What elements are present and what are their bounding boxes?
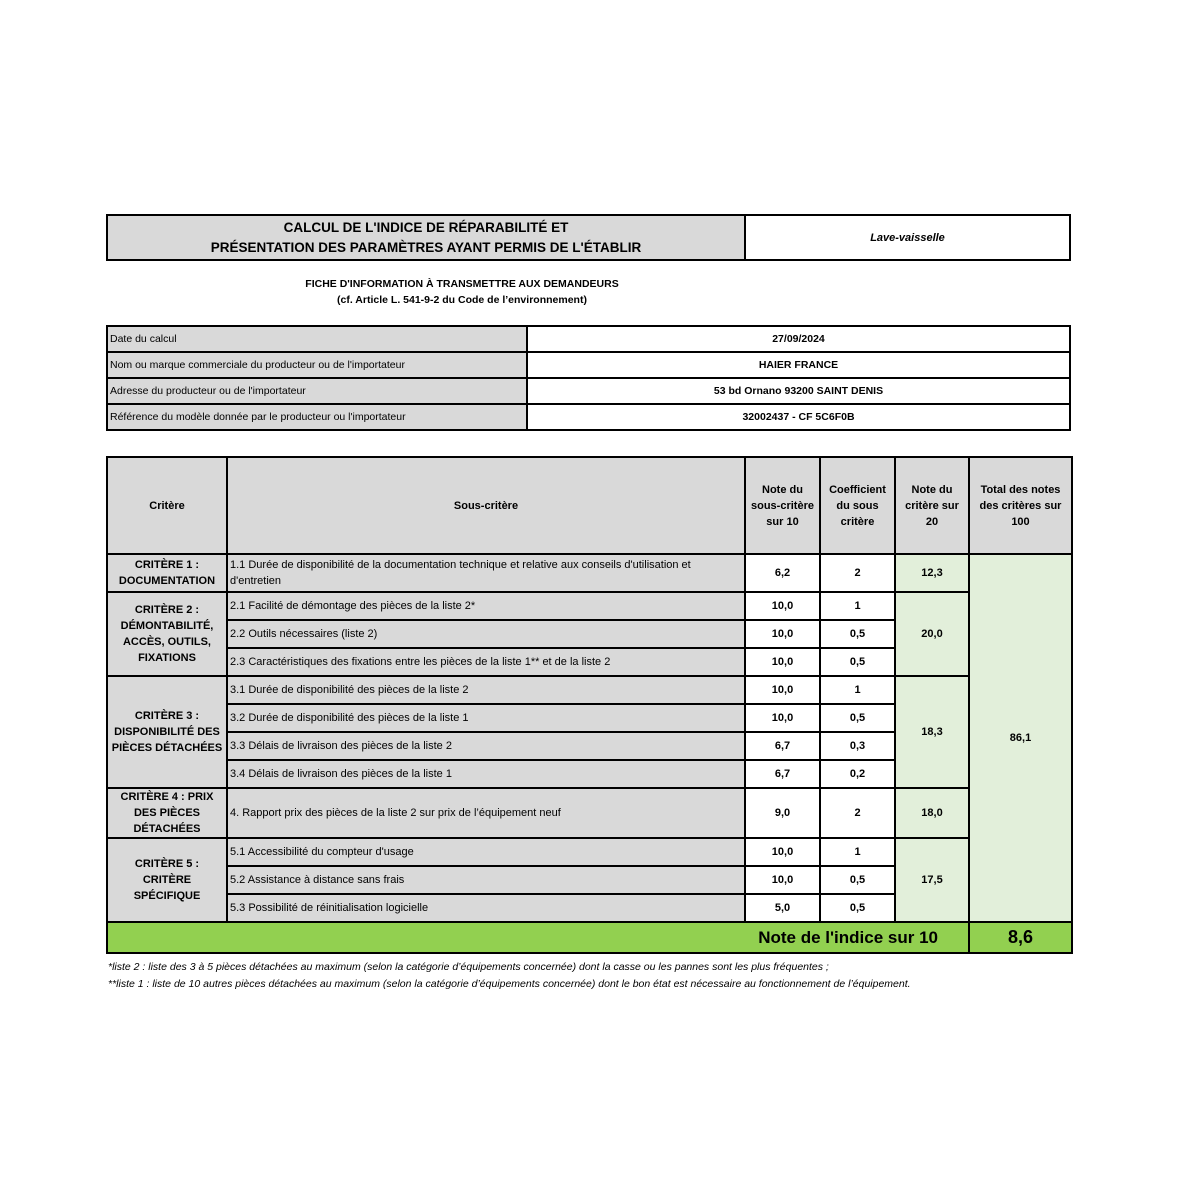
sub-criterion-note: 10,0: [745, 676, 820, 704]
sub-criterion-coefficient: 1: [820, 676, 895, 704]
criterion-name: CRITÈRE 2 : DÉMONTABILITÉ, ACCÈS, OUTILS, FIXATIONS: [107, 592, 227, 676]
table-row: [107, 788, 1072, 838]
criterion-score: 20,0: [895, 592, 969, 676]
criterion-score: 12,3: [895, 554, 969, 592]
sub-criterion-note: 10,0: [745, 592, 820, 620]
criterion-name: CRITÈRE 3 : DISPONIBILITÉ DES PIÈCES DÉTACHÉES: [107, 676, 227, 788]
fiche-subtitle: [106, 276, 818, 308]
criterion-score: 18,3: [895, 676, 969, 788]
sub-criterion-label: 4. Rapport prix des pièces de la liste 2 sur prix de l’équipement neuf: [227, 788, 745, 838]
info-value: HAIER FRANCE: [527, 352, 1070, 378]
sub-criterion-coefficient: 0,2: [820, 760, 895, 788]
info-row: [107, 404, 1070, 430]
sub-criterion-label: 5.1 Accessibilité du compteur d'usage: [227, 838, 745, 866]
fiche-line-2: (cf. Article L. 541-9-2 du Code de l’environnement): [337, 294, 587, 306]
sub-criterion-coefficient: 2: [820, 788, 895, 838]
sub-criterion-note: 10,0: [745, 648, 820, 676]
footnotes: [108, 959, 1068, 992]
title-line-1: CALCUL DE L'INDICE DE RÉPARABILITÉ ET: [283, 219, 569, 235]
sub-criterion-label: 2.3 Caractéristiques des fixations entre les pièces de la liste 1** et de la liste 2: [227, 648, 745, 676]
info-label: Date du calcul: [107, 326, 527, 352]
sub-criterion-note: 10,0: [745, 838, 820, 866]
sub-criterion-note: 10,0: [745, 620, 820, 648]
sub-criterion-coefficient: 2: [820, 554, 895, 592]
col-header-sous-critere: Sous-critère: [227, 457, 745, 554]
sub-criterion-note: 9,0: [745, 788, 820, 838]
info-label: Adresse du producteur ou de l'importateur: [107, 378, 527, 404]
sub-criterion-coefficient: 1: [820, 838, 895, 866]
sub-criterion-label: 5.3 Possibilité de réinitialisation logicielle: [227, 894, 745, 922]
sub-criterion-coefficient: 0,5: [820, 648, 895, 676]
fiche-line-1: FICHE D'INFORMATION À TRANSMETTRE AUX DEMANDEURS: [305, 278, 619, 290]
footnote-liste-1: **liste 1 : liste de 10 autres pièces détachées au maximum (selon la catégorie d’équipements concernée) dont le bon état est nécessaire au fonctionnement de l’équipement.: [108, 977, 911, 990]
sub-criterion-note: 10,0: [745, 704, 820, 732]
criterion-score: 17,5: [895, 838, 969, 922]
sub-criterion-note: 6,2: [745, 554, 820, 592]
sub-criterion-note: 10,0: [745, 866, 820, 894]
info-row: [107, 326, 1070, 352]
info-row: [107, 378, 1070, 404]
sub-criterion-coefficient: 0,5: [820, 704, 895, 732]
col-header-note-critere: Note du critère sur 20: [895, 457, 969, 554]
sub-criterion-label: 3.2 Durée de disponibilité des pièces de la liste 1: [227, 704, 745, 732]
total-score-100: 86,1: [969, 554, 1072, 922]
document-title: [106, 214, 744, 261]
info-row: [107, 352, 1070, 378]
table-row: [107, 592, 1072, 620]
criterion-name: CRITÈRE 1 : DOCUMENTATION: [107, 554, 227, 592]
sub-criterion-coefficient: 0,5: [820, 620, 895, 648]
sub-criterion-note: 5,0: [745, 894, 820, 922]
footnote-liste-2: *liste 2 : liste des 3 à 5 pièces détachées au maximum (selon la catégorie d’équipements concernée) dont la casse ou les pannes sont les plus fréquentes ;: [108, 961, 829, 973]
sub-criterion-note: 6,7: [745, 760, 820, 788]
sub-criterion-coefficient: 0,5: [820, 866, 895, 894]
criterion-score: 18,0: [895, 788, 969, 838]
sub-criterion-label: 5.2 Assistance à distance sans frais: [227, 866, 745, 894]
sub-criterion-coefficient: 0,5: [820, 894, 895, 922]
info-value: 27/09/2024: [527, 326, 1070, 352]
table-row: [107, 554, 1072, 592]
col-header-critere: Critère: [107, 457, 227, 554]
final-score-value: 8,6: [969, 922, 1072, 953]
info-value: 53 bd Ornano 93200 SAINT DENIS: [527, 378, 1070, 404]
title-line-2: PRÉSENTATION DES PARAMÈTRES AYANT PERMIS DE L'ÉTABLIR: [210, 239, 642, 255]
sub-criterion-coefficient: 1: [820, 592, 895, 620]
sub-criterion-label: 2.1 Facilité de démontage des pièces de la liste 2*: [227, 592, 745, 620]
final-score-label: Note de l'indice sur 10: [107, 922, 969, 953]
sub-criterion-label: 3.1 Durée de disponibilité des pièces de la liste 2: [227, 676, 745, 704]
sub-criterion-label: 3.3 Délais de livraison des pièces de la liste 2: [227, 732, 745, 760]
table-row: [107, 676, 1072, 704]
info-table: [106, 325, 1071, 431]
col-header-note-sous-critere: Note du sous-critère sur 10: [745, 457, 820, 554]
table-row: [107, 838, 1072, 866]
col-header-coefficient: Coefficient du sous critère: [820, 457, 895, 554]
sub-criterion-note: 6,7: [745, 732, 820, 760]
col-header-total: Total des notes des critères sur 100: [969, 457, 1072, 554]
sub-criterion-label: 2.2 Outils nécessaires (liste 2): [227, 620, 745, 648]
sub-criterion-label: 3.4 Délais de livraison des pièces de la liste 1: [227, 760, 745, 788]
sub-criterion-coefficient: 0,3: [820, 732, 895, 760]
criteria-table: [106, 456, 1073, 954]
criterion-name: CRITÈRE 5 : CRITÈRE SPÉCIFIQUE: [107, 838, 227, 922]
info-value: 32002437 - CF 5C6F0B: [527, 404, 1070, 430]
sub-criterion-label: 1.1 Durée de disponibilité de la documentation technique et relative aux conseils d'utilisation et d'entretien: [227, 554, 745, 592]
final-score-row: [107, 922, 1072, 953]
product-category: Lave-vaisselle: [744, 214, 1071, 261]
criterion-name: CRITÈRE 4 : PRIX DES PIÈCES DÉTACHÉES: [107, 788, 227, 838]
info-label: Nom ou marque commerciale du producteur ou de l'importateur: [107, 352, 527, 378]
info-label: Référence du modèle donnée par le producteur ou l'importateur: [107, 404, 527, 430]
